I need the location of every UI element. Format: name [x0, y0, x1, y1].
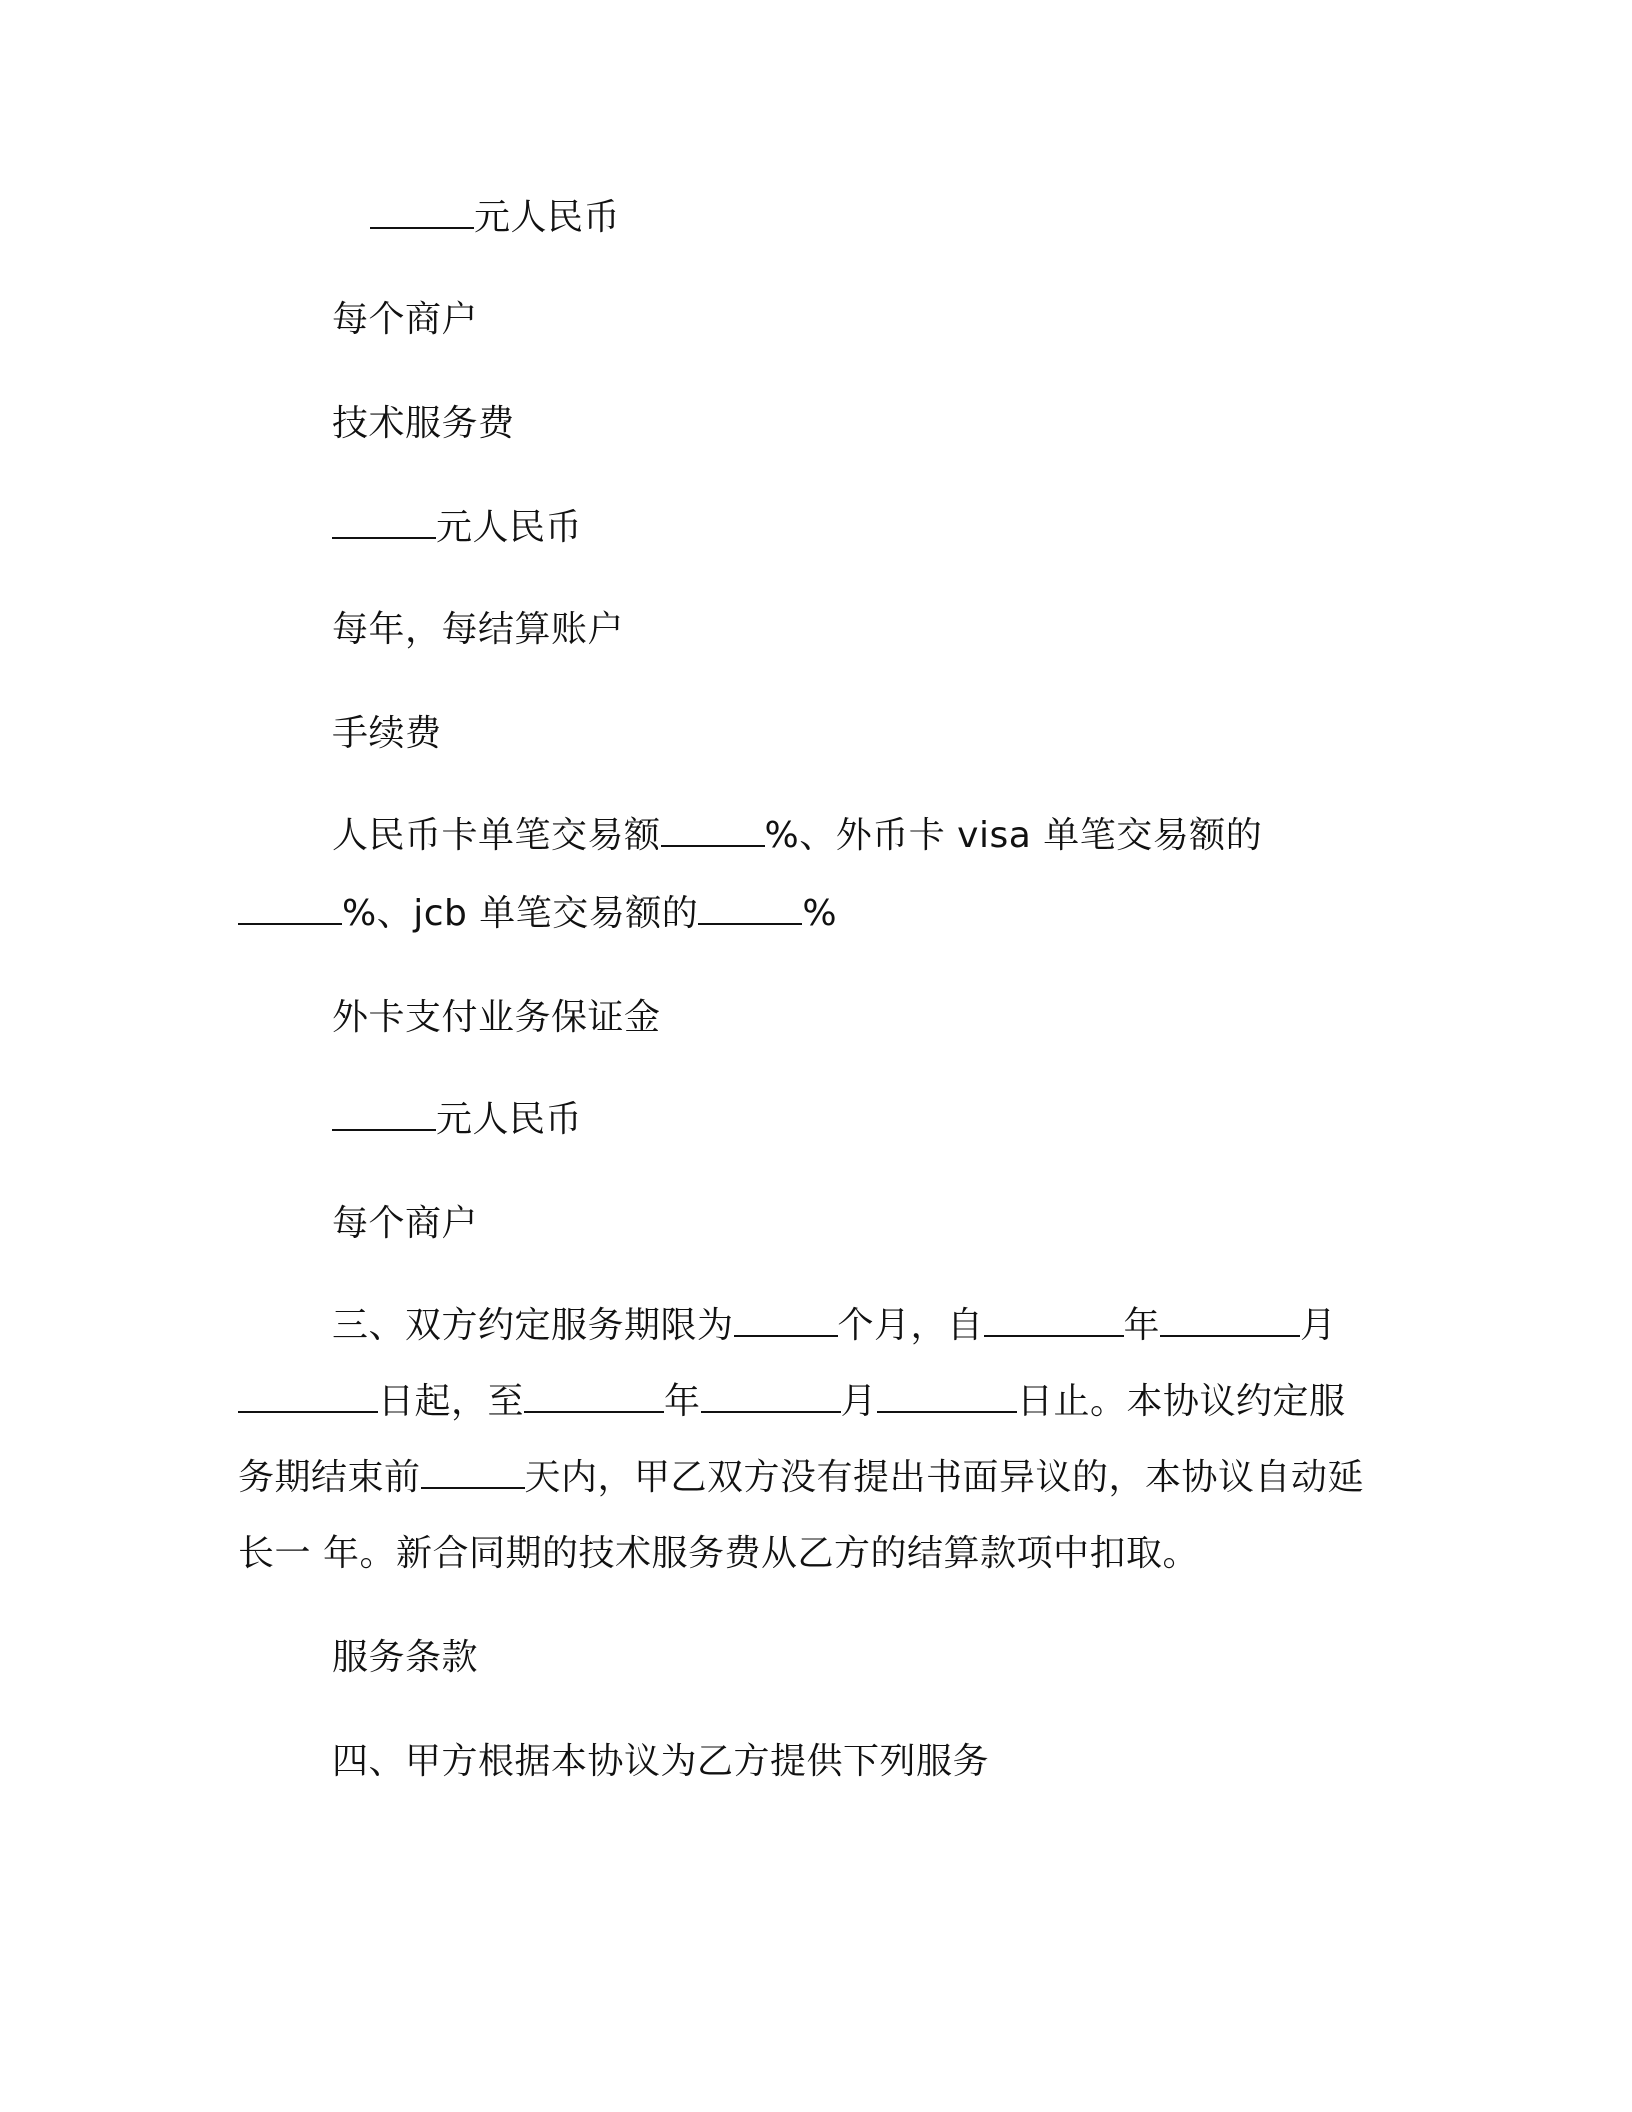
text-segment: 年 [664, 1381, 701, 1422]
blank-field[interactable] [332, 1099, 436, 1131]
fee-amount-line [332, 506, 582, 550]
clause-four-line: 四、甲方根据本协议为乙方提供下列服务 [332, 1741, 990, 1782]
fee-amount-line [332, 1098, 582, 1142]
text-segment: 元人民币 [436, 507, 583, 548]
term-line-2 [238, 1380, 1346, 1424]
blank-field[interactable] [370, 197, 474, 229]
text-segment: 日止。本协议约定服 [1017, 1381, 1346, 1422]
text-segment: 年 [1123, 1305, 1161, 1346]
per-merchant-line: 每个商户 [332, 1203, 479, 1244]
text-segment: 元人民币 [474, 197, 621, 238]
text-segment: 天内，甲乙双方没有提出书面异议的，本协议自动延 [524, 1457, 1365, 1498]
text-segment: %、外币卡 visa 单笔交易额的 [764, 815, 1263, 856]
blank-field[interactable] [238, 1381, 378, 1413]
text-segment: 人民币卡单笔交易额 [332, 815, 661, 856]
term-line-1 [332, 1304, 1337, 1348]
text-segment: 元人民币 [436, 1099, 583, 1140]
text-segment: 月 [840, 1381, 878, 1422]
term-line-3 [238, 1456, 1364, 1500]
blank-field[interactable] [524, 1381, 664, 1413]
rate-line-1 [332, 814, 1262, 858]
tech-service-fee-line: 技术服务费 [332, 403, 515, 444]
blank-field[interactable] [238, 893, 342, 925]
blank-field[interactable] [698, 893, 802, 925]
blank-field[interactable] [661, 815, 765, 847]
fee-amount-line [370, 196, 620, 240]
text-segment: % [802, 893, 838, 934]
rate-line-2 [238, 892, 837, 936]
blank-field[interactable] [734, 1305, 838, 1337]
text-segment: 月 [1300, 1305, 1337, 1346]
text-segment: 务期结束前 [238, 1457, 421, 1498]
handling-fee-line: 手续费 [332, 713, 442, 754]
service-terms-heading: 服务条款 [332, 1637, 479, 1678]
blank-field[interactable] [984, 1305, 1124, 1337]
term-line-4: 长一 年。新合同期的技术服务费从乙方的结算款项中扣取。 [238, 1533, 1199, 1574]
per-merchant-line: 每个商户 [332, 299, 479, 340]
text-segment: 三、双方约定服务期限为 [332, 1305, 734, 1346]
text-segment: %、jcb 单笔交易额的 [342, 893, 699, 934]
blank-field[interactable] [332, 507, 436, 539]
deposit-line: 外卡支付业务保证金 [332, 997, 661, 1038]
text-segment: 日起，至 [378, 1381, 525, 1422]
blank-field[interactable] [701, 1381, 841, 1413]
text-segment: 个月，自 [837, 1305, 984, 1346]
blank-field[interactable] [421, 1457, 525, 1489]
per-year-account-line: 每年，每结算账户 [332, 609, 625, 650]
blank-field[interactable] [877, 1381, 1017, 1413]
blank-field[interactable] [1160, 1305, 1300, 1337]
